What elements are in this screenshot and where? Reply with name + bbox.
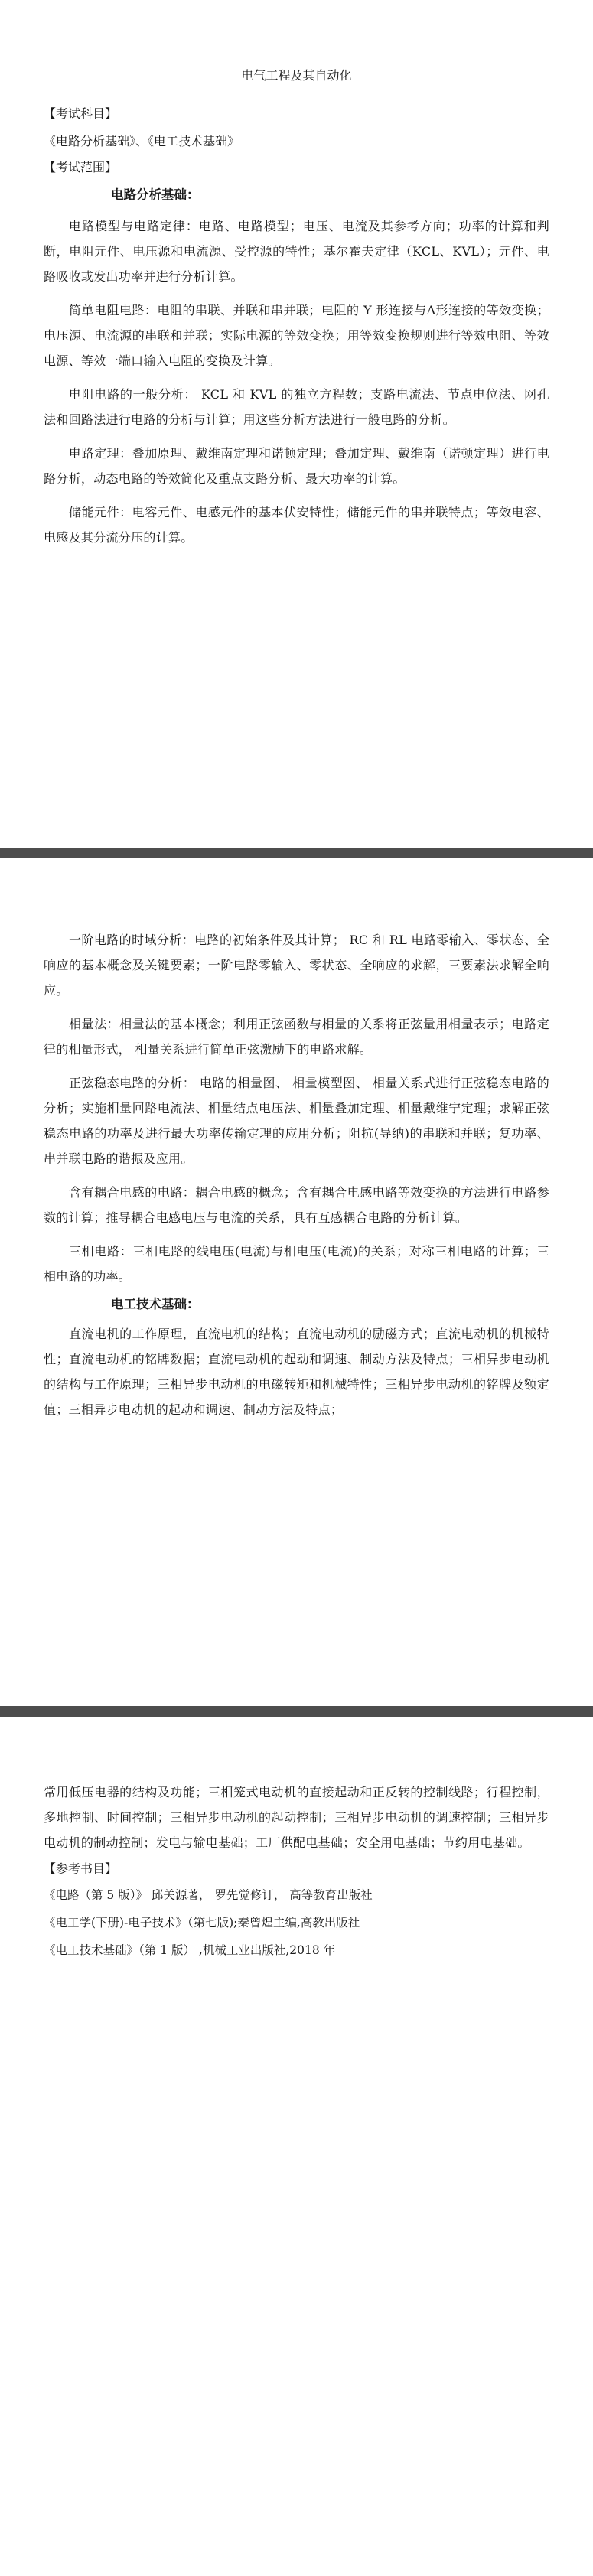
page-divider (0, 1706, 593, 1717)
paragraph-dc-motor: 直流电机的工作原理，直流电机的结构；直流电动机的励磁方式；直流电动机的机械特性；直流电动机的铭牌数据；直流电动机的起动和调速、制动方法及特点；三相异步电动机的结构与工作原理；三相异步电动机的电磁转矩和机械特性；三相异步电动机的铭牌及额定值；三相异步电动机的起动和调速、制动方法及特点； (44, 1327, 549, 1417)
paragraph-first-order: 一阶电路的时域分析：电路的初始条件及其计算； RC 和 RL 电路零输入、零状态、全响应的基本概念及关键要素；一阶电路零输入、零状态、全响应的求解，三要素法求解全响应。 (44, 933, 549, 998)
document-page-1 (0, 0, 593, 846)
document-title: 电气工程及其自动化 (241, 68, 352, 83)
reference-books-label: 【参考书目】 (44, 1861, 118, 1876)
paragraph-resistor-circuit: 简单电阻电路：电阻的串联、并联和串并联；电阻的 Y 形连接与Δ形连接的等效变换；电压源、电流源的串联和并联；实际电源的等效变换；用等效变换规则进行等效电阻、等效电源、等效一端口输入电阻的变换及计算。 (44, 303, 549, 368)
paragraph-coupled-inductor: 含有耦合电感的电路：耦合电感的概念；含有耦合电感电路等效变换的方法进行电路参数的计算；推导耦合电感电压与电流的关系，具有互感耦合电路的分析计算。 (44, 1185, 549, 1225)
electrical-tech-heading: 电工技术基础： (111, 1297, 200, 1311)
paragraph-phasor: 相量法：相量法的基本概念；利用正弦函数与相量的关系将正弦量用相量表示；电路定律的相量形式， 相量关系进行简单正弦激励下的电路求解。 (44, 1017, 549, 1057)
paragraph-three-phase: 三相电路：三相电路的线电压(电流)与相电压(电流)的关系；对称三相电路的计算；三相电路的功率。 (44, 1244, 549, 1284)
paragraph-storage-elements: 储能元件：电容元件、电感元件的基本伏安特性；储能元件的串并联特点；等效电容、电感及其分流分压的计算。 (44, 505, 549, 545)
paragraph-sinusoidal: 正弦稳态电路的分析： 电路的相量图、 相量模型图、 相量关系式进行正弦稳态电路的分析；实施相量回路电流法、相量结点电压法、相量叠加定理、相量戴维宁定理；求解正弦稳态电路的功率及进行最大功率传输定理的应用分析；阻抗(导纳)的串联和并联；复功率、串并联电路的谐振及应用。 (44, 1076, 549, 1166)
exam-scope-label: 【考试范围】 (44, 160, 118, 174)
paragraph-circuit-theorems: 电路定理：叠加原理、戴维南定理和诺顿定理；叠加定理、戴维南（诺顿定理）进行电路分析，动态电路的等效简化及重点支路分析、最大功率的计算。 (44, 446, 549, 486)
paragraph-low-voltage: 常用低压电器的结构及功能；三相笼式电动机的直接起动和正反转的控制线路；行程控制，多地控制、时间控制；三相异步电动机的起动控制；三相异步电动机的调速控制；三相异步电动机的制动控制；发电与输电基础；工厂供配电基础；安全用电基础；节约用电基础。 (44, 1785, 549, 1850)
reference-book: 《电工技术基础》（第 1 版） ,机械工业出版社,2018 年 (44, 1943, 336, 1957)
paragraph-general-analysis: 电阻电路的一般分析： KCL 和 KVL 的独立方程数；支路电流法、节点电位法、网孔法和回路法进行电路的分析与计算；用这些分析方法进行一般电路的分析。 (44, 387, 549, 427)
circuit-analysis-heading: 电路分析基础： (111, 187, 200, 202)
reference-book: 《电工学(下册)-电子技术》（第七版);秦曾煌主编,高教出版社 (44, 1916, 360, 1930)
exam-subjects: 《电路分析基础》、《电工技术基础》 (44, 134, 240, 148)
exam-subject-label: 【考试科目】 (44, 106, 118, 121)
document-page-3 (0, 1717, 593, 2576)
reference-book: 《电路（第 5 版）》 邱关源著， 罗先觉修订， 高等教育出版社 (44, 1888, 373, 1902)
paragraph-circuit-model: 电路模型与电路定律：电路、电路模型；电压、电流及其参考方向；功率的计算和判断，电阻元件、电压源和电流源、受控源的特性；基尔霍夫定律（KCL、KVL）；元件、电路吸收或发出功率并进行分析计算。 (44, 219, 549, 284)
page-divider (0, 848, 593, 858)
document-page-2 (0, 858, 593, 1707)
